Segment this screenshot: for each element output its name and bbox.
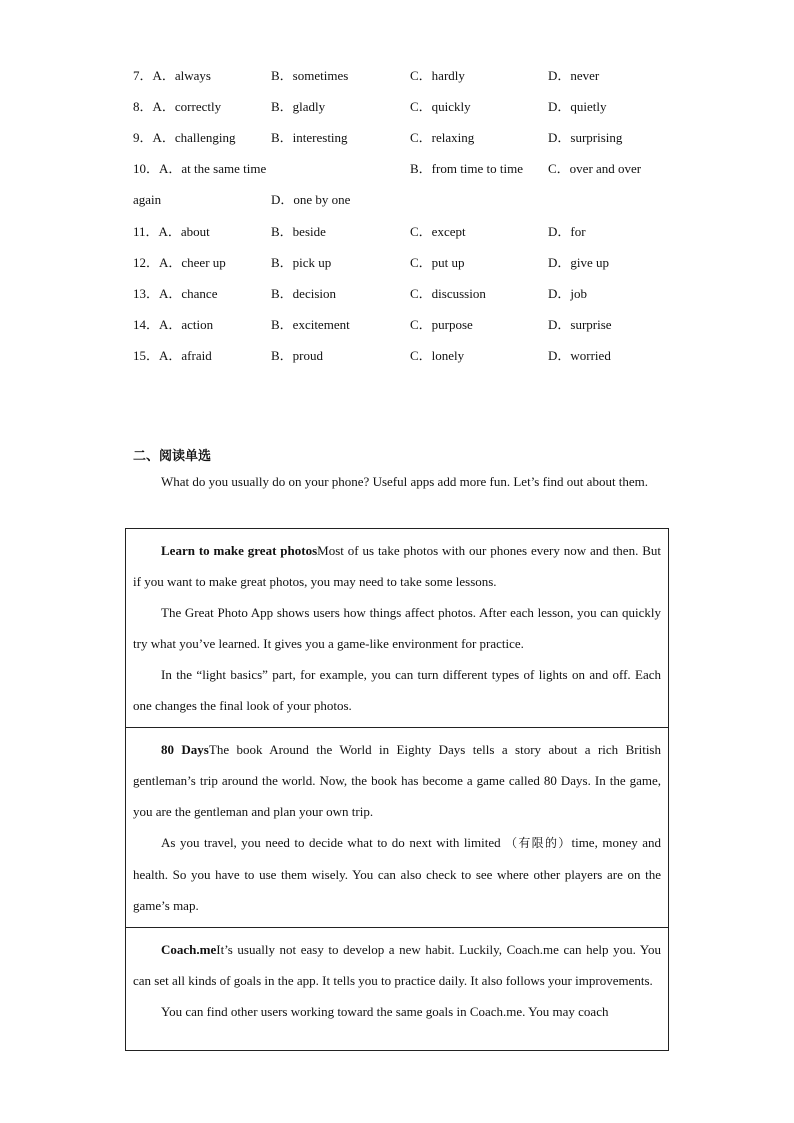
option-c: C．lonely — [410, 348, 465, 363]
option-b: B．interesting — [271, 130, 348, 145]
coach-me-title: Coach.me — [161, 942, 217, 957]
option-b: B．pick up — [271, 255, 332, 270]
eighty-days-para-1: 80 DaysThe book Around the World in Eighty Days tells a story about a rich British gentleman’s trip around the world. Now, the book has become a game called 80 Days. In the game, you are the gentleman and plan your own trip. — [133, 742, 661, 819]
option-b: B．decision — [271, 286, 336, 301]
option-b: B．excitement — [271, 317, 350, 332]
option-d: D．job — [548, 286, 588, 301]
option-b: B．from time to time — [410, 161, 524, 176]
option-c: C．relaxing — [410, 130, 475, 145]
coach-me-cell — [126, 927, 668, 1050]
option-a: 14．A．action — [133, 317, 214, 332]
section-title: 二、阅读单选 — [133, 449, 212, 464]
option-b: B．sometimes — [271, 68, 349, 83]
option-d: D．quietly — [548, 99, 607, 114]
option-c: C．quickly — [410, 99, 471, 114]
option-d: D．worried — [548, 348, 611, 363]
option-a: 8．A．correctly — [133, 99, 222, 114]
option-c: C．hardly — [410, 68, 465, 83]
option-b: B．beside — [271, 224, 326, 239]
option-d: D．surprising — [548, 130, 623, 145]
eighty-days-para-2: As you travel, you need to decide what to do next with limited （有限的）time, money and health. So you have to use them wisely. You can also check to see where other players are on the game’s map. — [133, 835, 661, 913]
coach-me-para-2: You can find other users working toward the same goals in Coach.me. You may coach — [161, 1004, 609, 1019]
photo-app-cell — [126, 529, 668, 727]
option-c: C．except — [410, 224, 466, 239]
option-a: 11．A．about — [133, 224, 210, 239]
photo-app-title: Learn to make great photos — [161, 543, 318, 558]
option-b: B．proud — [271, 348, 324, 363]
option-c: C．purpose — [410, 317, 473, 332]
option-a: 7．A．always — [133, 68, 211, 83]
eighty-days-title: 80 Days — [161, 742, 209, 757]
option-a: 15．A．afraid — [133, 348, 212, 363]
option-d: D．never — [548, 68, 600, 83]
option-b: B．gladly — [271, 99, 326, 114]
option-d: D．for — [548, 224, 586, 239]
photo-app-para-3: In the “light basics” part, for example, you can turn different types of lights on and off. Each one changes the final look of your photos. — [133, 667, 661, 713]
option-d: D．give up — [548, 255, 610, 270]
eighty-days-cell — [126, 727, 668, 927]
photo-app-para-2: The Great Photo App shows users how things affect photos. After each lesson, you can quickly try what you’ve learned. It gives you a game-like environment for practice. — [133, 605, 661, 651]
apps-table — [125, 528, 669, 1051]
option-a: 13．A．chance — [133, 286, 218, 301]
option-d: D．surprise — [548, 317, 612, 332]
option-a: 10．A．at the same time — [133, 161, 267, 176]
option-a: 12．A．cheer up — [133, 255, 226, 270]
option-a: 9．A．challenging — [133, 130, 236, 145]
intro-paragraph: What do you usually do on your phone? Useful apps add more fun. Let’s find out about them. — [161, 474, 649, 489]
option-c: C．put up — [410, 255, 465, 270]
photo-app-para-1: Learn to make great photosMost of us take photos with our phones every now and then. But if you want to make great photos, you may need to take some lessons. — [133, 543, 661, 589]
option-c: C．over and over — [548, 161, 642, 176]
option-d: D．one by one — [271, 192, 351, 207]
option-c-cont: again — [133, 192, 162, 207]
option-c: C．discussion — [410, 286, 486, 301]
coach-me-para-1: Coach.meIt’s usually not easy to develop a new habit. Luckily, Coach.me can help you. You can set all kinds of goals in the app. It tells you to practice daily. It also follows your improvements. — [133, 942, 661, 988]
